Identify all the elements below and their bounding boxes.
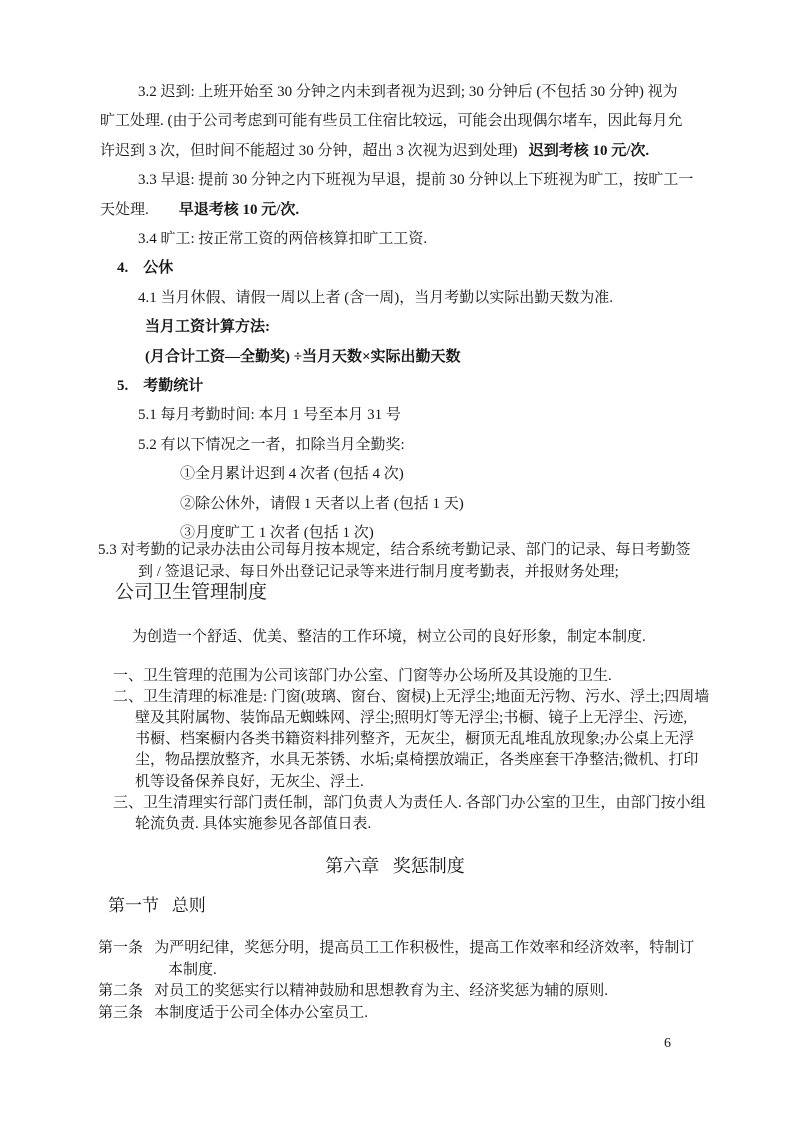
- text-segment: 到 / 签退记录、每日外出登记记录等来进行制月度考勤表，并报财务处理;: [138, 564, 619, 580]
- general-rules: [98, 938, 695, 1024]
- text-line: [98, 894, 692, 918]
- document-body: [98, 78, 710, 1024]
- text-line: [98, 107, 692, 136]
- text-segment: 为创造一个舒适、优美、整洁的工作环境，树立公司的良好形象，制定本制度.: [132, 628, 646, 645]
- text-segment: 轮流负责. 具体实施参见各部值日表.: [135, 815, 372, 832]
- text-segment: 天处理.: [100, 201, 179, 218]
- bold-text-segment: 迟到考核 10 元/次.: [528, 142, 650, 159]
- text-line: [98, 960, 692, 982]
- text-line: [98, 729, 695, 750]
- text-line: [98, 372, 692, 401]
- text-segment: 第六章 奖惩制度: [325, 856, 465, 877]
- text-segment: 3.4 旷工: 按正常工资的两倍核算扣旷工工资.: [138, 231, 428, 248]
- text-line: [98, 981, 692, 1003]
- text-line: [98, 1003, 692, 1025]
- text-line: [98, 938, 695, 960]
- text-segment: 机等设备保养良好，无灰尘、浮土.: [135, 773, 364, 790]
- page-number: 6: [664, 1036, 671, 1051]
- text-segment: 本制度.: [168, 961, 217, 978]
- text-segment: 3.3 早退: 提前 30 分钟之内下班视为早退，提前 30 分钟以上下班视为旷工，按旷工一: [138, 172, 694, 189]
- text-line: [98, 254, 692, 283]
- text-segment: 三、卫生清理实行部门责任制，部门负责人为责任人. 各部门办公室的卫生，由部门按小组: [113, 794, 706, 811]
- text-segment: 第一条 为严明纪律，奖惩分明，提高员工工作积极性，提高工作效率和经济效率，特制订: [98, 940, 695, 957]
- text-line: [98, 708, 692, 729]
- text-line: [98, 401, 692, 430]
- text-segment: 4.1 当月休假、请假一周以上者 (含一周)，当月考勤以实际出勤天数为准.: [138, 289, 613, 306]
- section-title: [98, 894, 692, 918]
- text-line: [98, 814, 692, 835]
- text-line: [98, 196, 692, 225]
- text-segment: 第一节 总则: [108, 896, 206, 916]
- text-segment: 第三条 本制度适于公司全体办公室员工.: [98, 1004, 369, 1021]
- text-line: [98, 772, 692, 793]
- chapter-title: [98, 853, 692, 879]
- section-attendance-rules: [98, 78, 692, 549]
- text-line: [98, 225, 692, 254]
- bold-text-segment: (月合计工资—全勤奖) ÷当月天数×实际出勤天数: [145, 348, 461, 365]
- text-segment: 5.1 每月考勤时间: 本月 1 号至本月 31 号: [138, 407, 401, 424]
- text-line: [98, 460, 692, 489]
- text-segment: ②除公休外，请假 1 天者以上者 (包括 1 天): [180, 495, 464, 512]
- text-line: [98, 793, 706, 814]
- text-line: [98, 490, 692, 519]
- text-segment: 3.2 迟到: 上班开始至 30 分钟之内未到者视为迟到; 30 分钟后 (不包括 30 分钟) 视为: [138, 84, 678, 100]
- bold-text-segment: 当月工资计算方法:: [145, 319, 270, 336]
- hygiene-intro: [98, 626, 692, 649]
- bold-text-segment: 早退考核 10 元/次.: [178, 201, 300, 218]
- text-segment: 一、卫生管理的范围为公司该部门办公室、门窗等办公场所及其设施的卫生.: [113, 667, 612, 684]
- text-segment: 5.3 对考勤的记录办法由公司每月按本规定，结合系统考勤记录、部门的记录、每日考勤签: [98, 541, 691, 558]
- text-line: [98, 166, 692, 195]
- text-segment: 书橱、档案橱内各类书籍资料排列整齐，无灰尘，橱顶无乱堆乱放现象;办公桌上无浮: [135, 731, 695, 748]
- text-line: [98, 750, 699, 771]
- text-line: [98, 539, 692, 562]
- text-segment: ③月度旷工 1 次者 (包括 1 次): [180, 525, 374, 542]
- text-line: [98, 431, 692, 460]
- text-line: [98, 626, 692, 649]
- text-segment: 壁及其附属物、装饰品无蜘蛛网、浮尘;照明灯等无浮尘;书橱、镜子上无浮尘、污迹,: [135, 709, 688, 726]
- text-segment: 尘，物品摆放整齐，水具无茶锈、水垢;桌椅摆放端正，各类座套干净整洁;微机、打印: [135, 752, 699, 769]
- text-segment: 二、卫生清理的标准是: 门窗(玻璃、窗台、窗棂)上无浮尘;地面无污物、污水、浮土;四周墙: [113, 688, 710, 705]
- section-attendance-record: [98, 539, 692, 584]
- text-line: [98, 137, 692, 166]
- text-segment: 第二条 对员工的奖惩实行以精神鼓励和思想教育为主、经济奖惩为辅的原则.: [98, 983, 609, 1000]
- text-line: [98, 666, 692, 687]
- text-segment: 旷工处理. (由于公司考虑到可能有些员工住宿比较远，可能会出现偶尔堵车，因此每月允: [100, 113, 683, 130]
- text-line: [98, 284, 692, 313]
- text-segment: 许迟到 3 次，但时间不能超过 30 分钟，超出 3 次视为迟到处理): [100, 142, 529, 159]
- text-line: [98, 313, 692, 342]
- text-segment: 5.2 有以下情况之一者，扣除当月全勤奖:: [138, 436, 405, 453]
- text-segment: ①全月累计迟到 4 次者 (包括 4 次): [180, 466, 404, 483]
- hygiene-rules: [98, 666, 710, 836]
- bold-text-segment: 4. 公休: [117, 260, 174, 277]
- text-segment: 公司卫生管理制度: [115, 581, 268, 603]
- text-line: [98, 343, 692, 372]
- text-line: [98, 78, 692, 107]
- text-line: [98, 853, 692, 879]
- text-line: [98, 687, 710, 708]
- bold-text-segment: 5. 考勤统计: [117, 378, 204, 395]
